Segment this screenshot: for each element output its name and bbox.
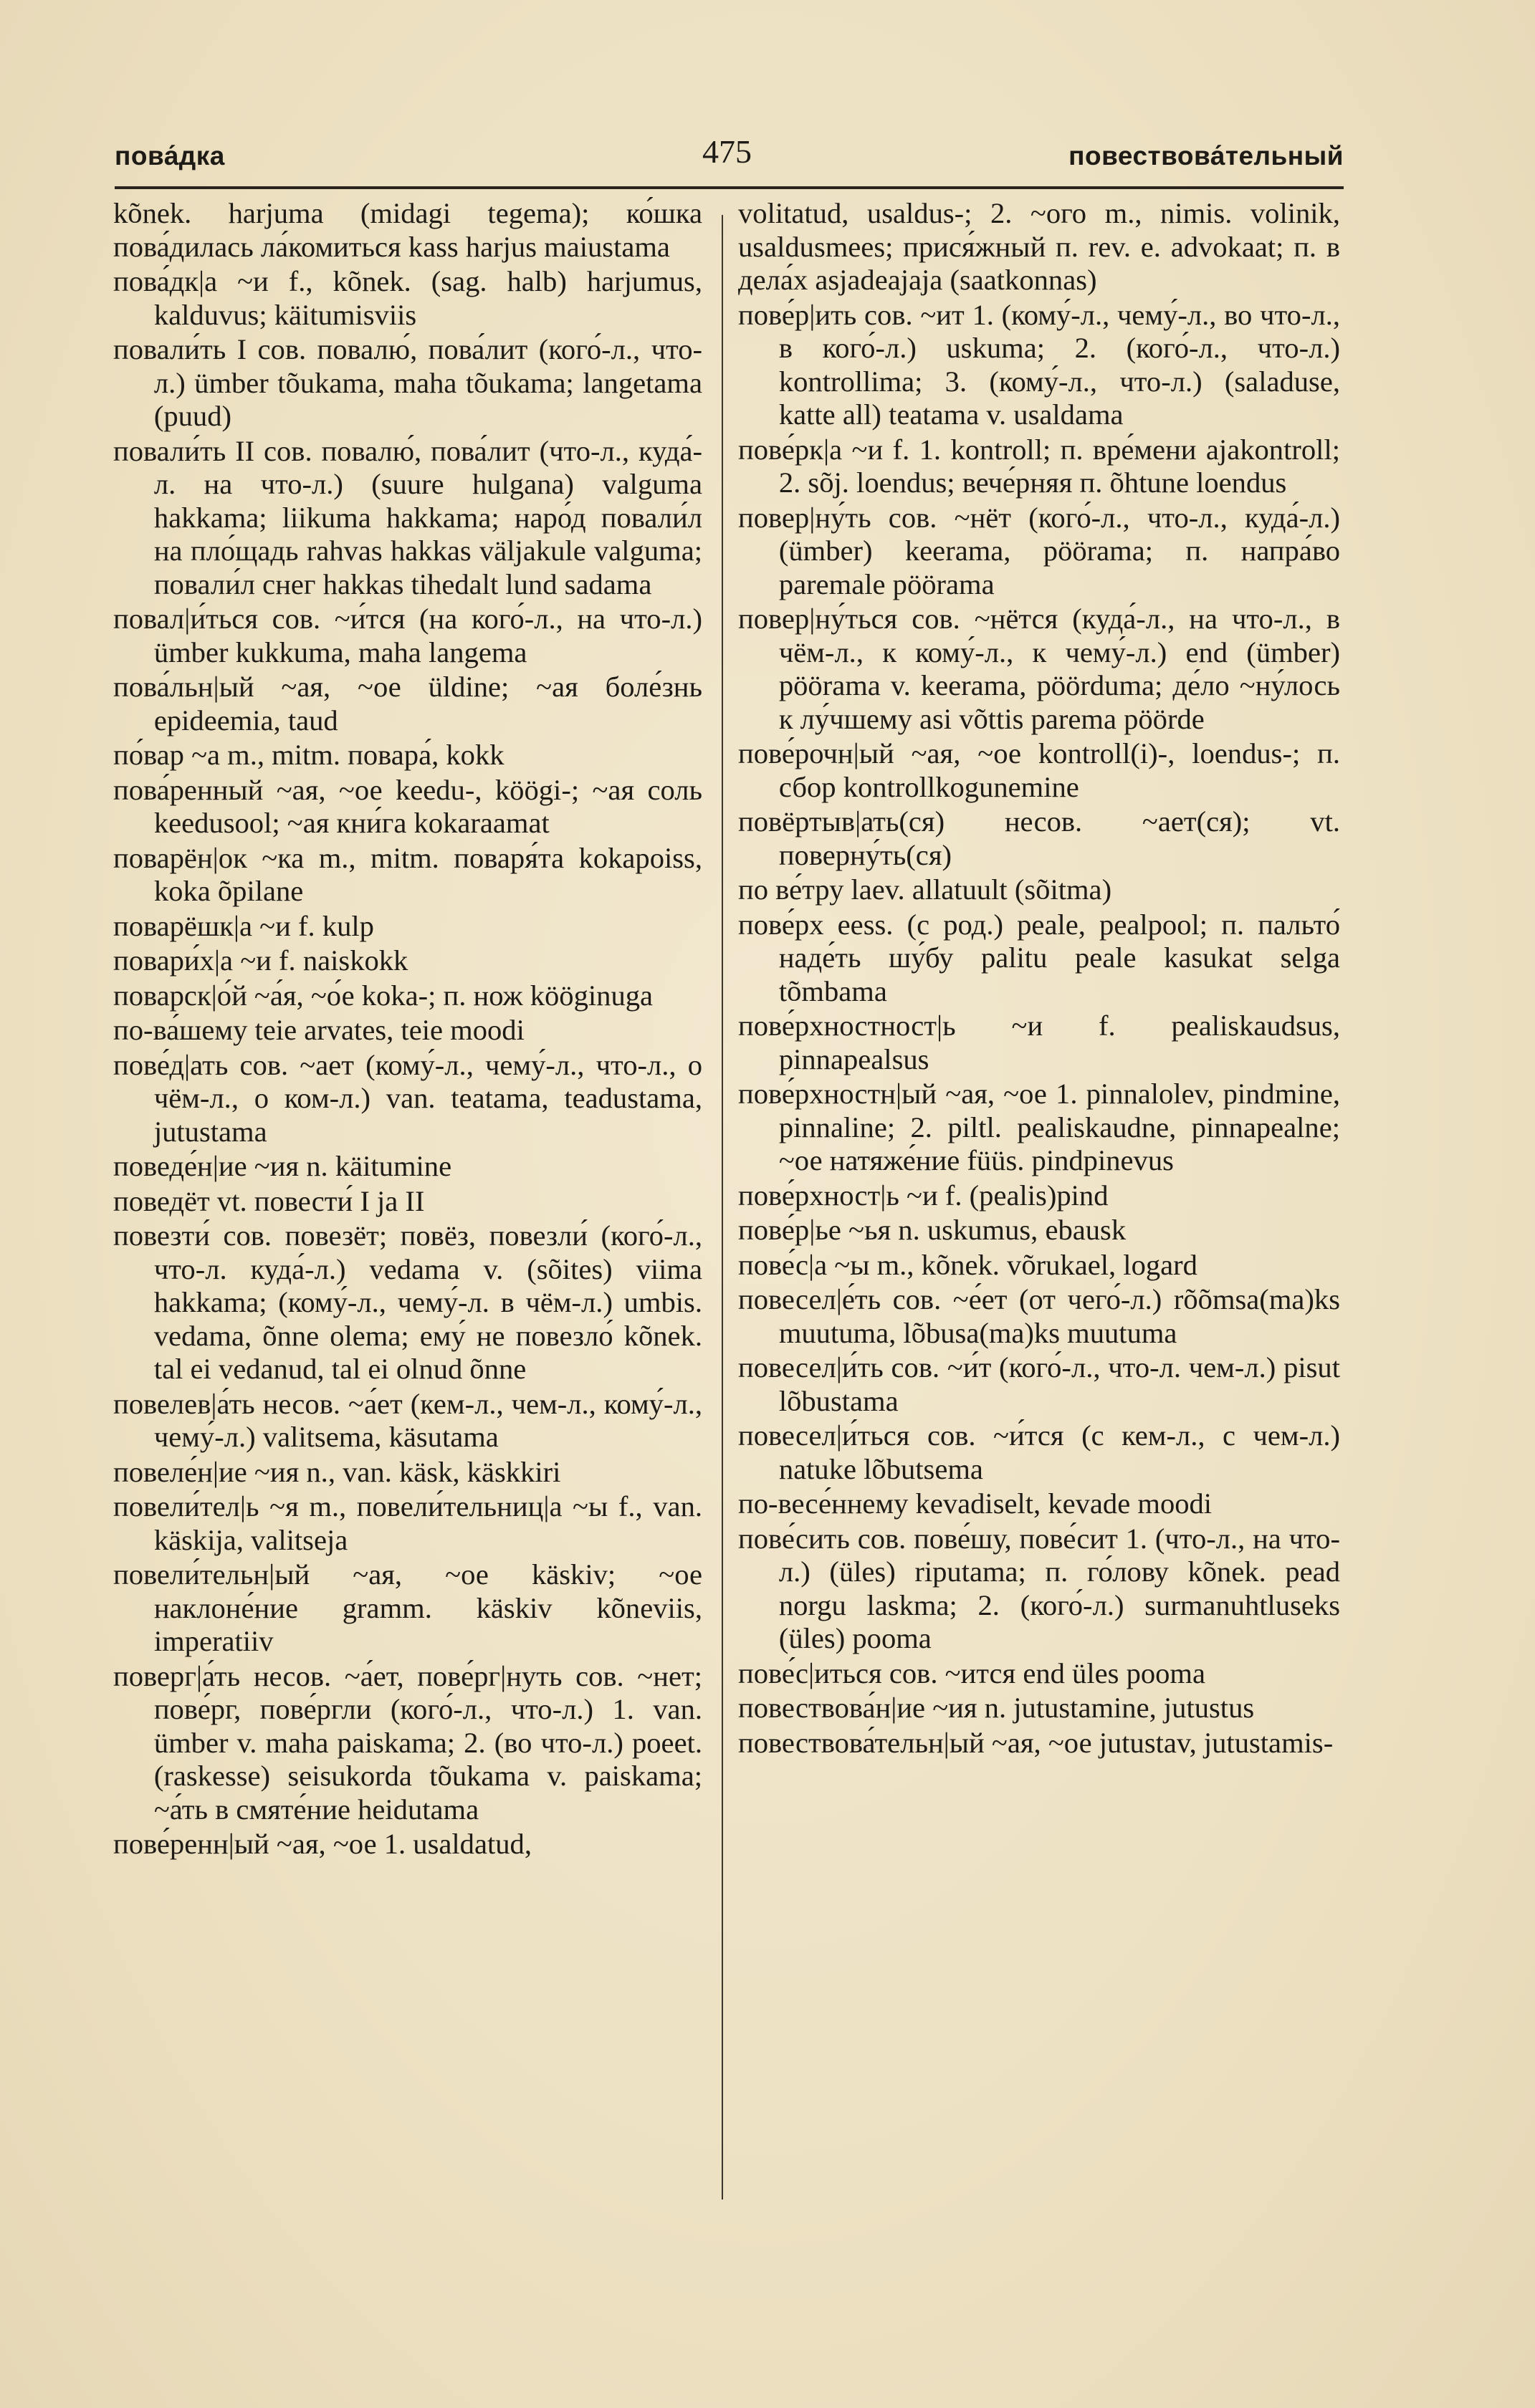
entry: повествова́н|ие ~ия n. jutustamine, jutustus [738, 1692, 1255, 1724]
entry: пове́д|ать сов. ~ает (кому́-л., чему́-л., что-л., о чём-л., о ком-л.) van. teatama, teadustama, jutustama [113, 1048, 702, 1148]
entry: повесел|и́ть сов. ~и́т (кого́-л., что-л. чем-л.) pisut lõbustama [738, 1351, 1340, 1417]
entry: пове́ренн|ый ~ая, ~ое 1. usaldatud, [113, 1828, 532, 1860]
entry: пове́с|иться сов. ~ится end üles poomа [738, 1656, 1206, 1689]
entry: пова́дк|а ~и f., kõnek. (sag. halb) harjumus, kalduvus; käitumisviis [113, 265, 702, 331]
entry: повезти́ сов. повезёт; повёз, повезли́ (кого́-л., что-л. куда́-л.) vedama v. (sõites) viima hakkama; (кому́-л., чему́-л. в чём-л.) umbis. vedama, õnne olema; ему́ не повезло́ kõnek. tal ei vedanud, tal ei olnud õnne [113, 1219, 702, 1385]
entry: поведёт vt. повести́ I ja II [113, 1184, 425, 1217]
entry: повер|ну́ться сов. ~нётся (куда́-л., на что-л., в чём-л., к кому́-л., к чему́-л.) end (ümber) pöörama v. keerama, pöörduma; де́ло ~ну́лось к лу́чшему asi võttis parema pöörde [738, 603, 1340, 735]
entry: повесел|е́ть сов. ~е́ет (от чего́-л.) rõõmsa(ma)ks muutuma, lõbusa(ma)ks muutuma [738, 1283, 1340, 1349]
entry: повал|и́ться сов. ~и́тся (на кого́-л., на что-л.) ümber kukkuma, maha langema [113, 603, 702, 668]
entry: повёртыв|ать(ся) несов. ~ает(ся); vt. поверну́ть(ся) [738, 805, 1340, 871]
entry: пове́рочн|ый ~ая, ~ое kontroll(i)-, loendus-; п. сбор kontrollkogunemine [738, 737, 1340, 803]
entry: повествова́тельн|ый ~ая, ~ое jutustav, jutustamis- [738, 1726, 1334, 1759]
entry: повари́х|а ~и f. naiskokk [113, 944, 408, 977]
entry: поверг|а́ть несов. ~а́ет, пове́рг|нуть сов. ~нет; пове́рг, пове́ргли (кого́-л., что-л.) 1. van. ümber v. maha paiskama; 2. (во что-л.) poeet. (raskesse) seisukorda tõukama v. paiskama; ~а́ть в смяте́ние heidutama [113, 1659, 702, 1826]
entry: повали́ть II сов. повалю́, пова́лит (что-л., куда́-л. на что-л.) (suure hulgana) valguma hakkama; liikuma hakkama; наро́д повали́л на пло́щадь rahvas hakkas väljakule valguma; повали́л снег hakkas tihedalt lund sadama [113, 434, 702, 600]
right-guideword: повествова́тельный [1068, 141, 1344, 171]
entry: пове́сить сов. пове́шу, пове́сит 1. (что-л., на что-л.) (üles) riputama; п. го́лову kõnek. pead norgu laskma; 2. (кого́-л.) surmanuhtluseks (üles) poomа [738, 1522, 1340, 1654]
entry: поварск|о́й ~а́я, ~о́е koka-; п. нож kööginuga [113, 979, 654, 1012]
entry: пове́с|а ~ы m., kõnek. võrukael, logard [738, 1248, 1197, 1281]
entry: kõnek. harjuma (midagi tegema); ко́шка пова́дилась ла́комиться kass harjus maiustama [113, 197, 702, 263]
entry: повелев|а́ть несов. ~а́ет (кем-л., чем-л., кому́-л., чему́-л.) valitsema, käsutama [113, 1387, 702, 1453]
entry: повесел|и́ться сов. ~и́тся (с кем-л., с чем-л.) natuke lõbutsema [738, 1419, 1340, 1485]
entry: пове́р|ье ~ья n. uskumus, ebausk [738, 1214, 1127, 1246]
entry: повали́ть I сов. повалю́, пова́лит (кого́-л., что-л.) ümber tõukama, maha tõukama; langetama (puud) [113, 333, 702, 432]
entry: пове́рк|а ~и f. 1. kontroll; п. вре́мени ajakontroll; 2. sõj. loendus; вече́рняя п. õhtune loendus [738, 433, 1340, 499]
entry: повер|ну́ть сов. ~нёт (кого́-л., что-л., куда́-л.) (ümber) keerama, pöörama; п. напра́во paremale pöörama [738, 501, 1340, 600]
header-rule [115, 186, 1344, 189]
entry: пова́ренный ~ая, ~ое keedu-, köögi-; ~ая соль keedusool; ~ая кни́га kokaraamat [113, 773, 702, 839]
left-guideword: пова́дка [115, 141, 225, 171]
entry: пове́р|ить сов. ~ит 1. (кому́-л., чему́-л., во что-л., в кого́-л.) uskuma; 2. (кого́-л., что-л.) kontrollima; 3. (кому́-л., что-л.) (saladuse, katte all) teatama v. usaldama [738, 298, 1340, 431]
entry: повели́тел|ь ~я m., повели́тельниц|а ~ы f., van. käskija, valitseja [113, 1490, 702, 1556]
entry: пове́рх eess. (с род.) peale, pealpool; п. пальто́ наде́ть шу́бу palitu peale kasukat selga tõmbama [738, 908, 1340, 1007]
column-divider [722, 215, 723, 2200]
entry: по́вар ~а m., mitm. повара́, kokk [113, 739, 505, 771]
page-number: 475 [702, 133, 752, 170]
entry: пова́льн|ый ~ая, ~ое üldine; ~ая боле́знь epideemia, taud [113, 671, 702, 737]
entry: по-ва́шему teie arvates, teie moodi [113, 1014, 525, 1046]
right-column [738, 197, 1340, 2301]
left-column [113, 197, 702, 2301]
entry: по-весе́ннему kevadiselt, kevade moodi [738, 1487, 1213, 1520]
entry: пове́рхностн|ый ~ая, ~ое 1. pinnalolev, pindmine, pinnaline; 2. piltl. pealiskaudne, pinnapealne; ~ое натяже́ние füüs. pindpinevus [738, 1078, 1340, 1176]
entry: поведе́н|ие ~ия n. käitumine [113, 1150, 452, 1182]
entry: повеле́н|ие ~ия n., van. käsk, käskkiri [113, 1455, 561, 1488]
entry: поварён|ок ~ка m., mitm. поваря́та kokapoiss, koka õpilane [113, 841, 702, 907]
entry: по ве́тру laev. allatuult (sõitma) [738, 873, 1112, 906]
entry: поварёшк|а ~и f. kulp [113, 909, 374, 942]
entry: volitatud, usaldus-; 2. ~ого m., nimis. volinik, usaldusmees; прися́жный п. rev. e. advokaat; п. в дела́х asjadeajaja (saatkonnas) [738, 197, 1340, 296]
page-header [115, 133, 1344, 183]
entry: пове́рхност|ь ~и f. (pealis)pind [738, 1179, 1109, 1212]
entry: пове́рхностност|ь ~и f. pealiskaudsus, pinnapealsus [738, 1009, 1340, 1075]
entry: повели́тельн|ый ~ая, ~ое käskiv; ~ое наклоне́ние gramm. käskiv kõneviis, imperatiiv [113, 1558, 702, 1657]
